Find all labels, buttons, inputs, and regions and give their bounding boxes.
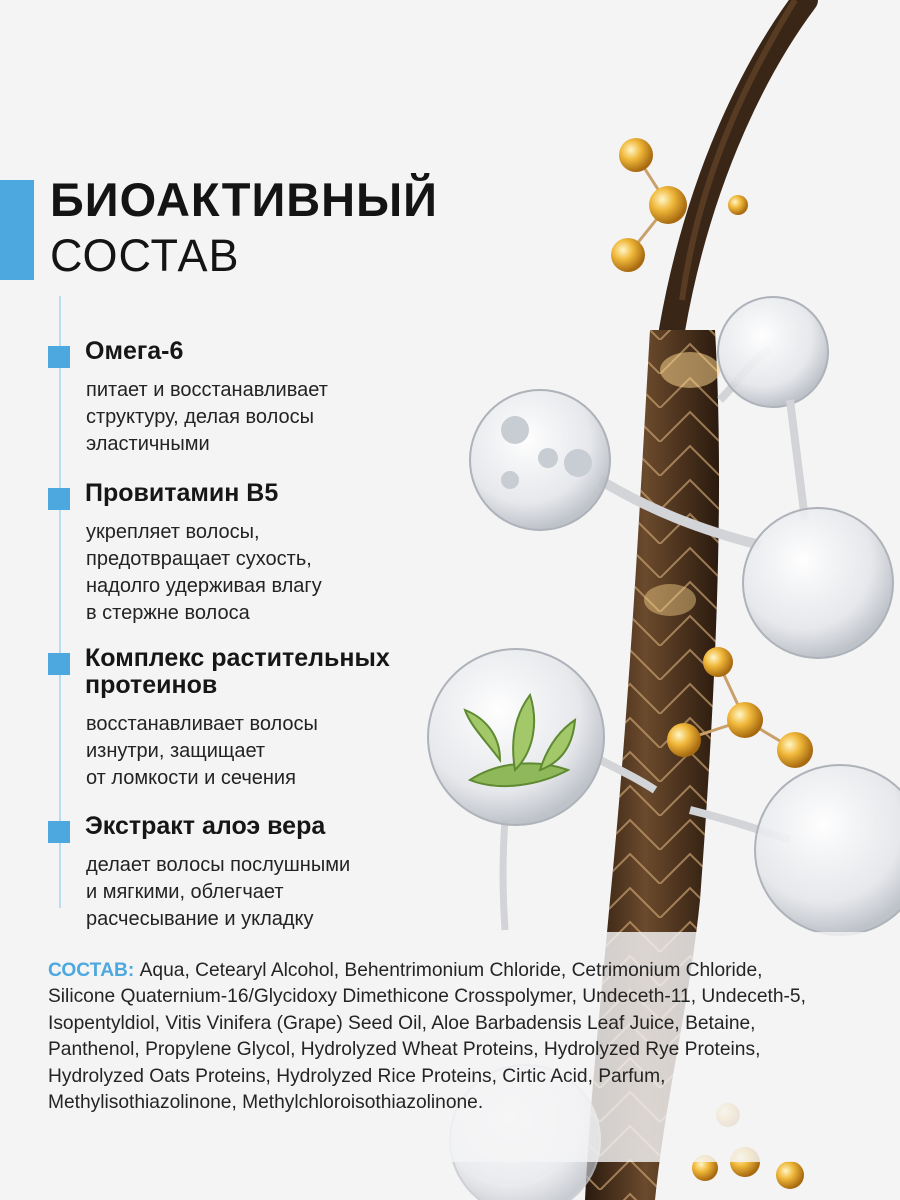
feature-name: Омега-6 (85, 337, 184, 365)
feature-marker (48, 821, 70, 843)
feature-aloe-extract (48, 813, 488, 933)
title-accent-bar (0, 180, 34, 280)
feature-name: Комплекс растительных протеинов (85, 644, 390, 699)
feature-description: питает и восстанавливает структуру, делая волосы эластичными (86, 379, 328, 455)
feature-marker (48, 346, 70, 368)
feature-description: делает волосы послушными и мягкими, облегчает расчесывание и укладку (86, 854, 351, 930)
feature-marker (48, 488, 70, 510)
feature-name: Провитамин B5 (85, 479, 279, 507)
page-title: БИОАКТИВНЫЙ (50, 173, 438, 226)
feature-plant-proteins (48, 645, 488, 792)
feature-omega (48, 338, 488, 458)
feature-provitamin-b5 (48, 480, 488, 627)
feature-description: укрепляет волосы, предотвращает сухость, надолго удерживая влагу в стержне волоса (86, 521, 322, 624)
ingredients-text: Aqua, Cetearyl Alcohol, Behentrimonium Chloride, Cetrimonium Chloride, Silicone Quaternium-16/Glycidoxy Dimethicone Crosspolymer, Undeceth-11, Undeceth-5, Isopentyldiol, Vitis Vinifera (Grape) Seed Oil, Aloe Barbadensis Leaf Juice, Betaine, Panthenol, Propylene Glycol, Hydrolyzed Wheat Proteins, Hydrolyzed Rye Proteins, Hydrolyzed Oats Proteins, Hydrolyzed Rice Proteins, Cirtic Acid, Parfum, Methylisothiazolinone, Methylchloroisothiazolinone. (48, 960, 806, 1114)
ingredients-list (48, 958, 818, 1116)
feature-name: Экстракт алоэ вера (85, 812, 326, 840)
feature-description: восстанавливает волосы изнутри, защищает от ломкости и сечения (86, 713, 318, 789)
page-subtitle: СОСТАВ (50, 230, 240, 281)
ingredients-label: СОСТАВ: (48, 960, 135, 981)
feature-marker (48, 653, 70, 675)
